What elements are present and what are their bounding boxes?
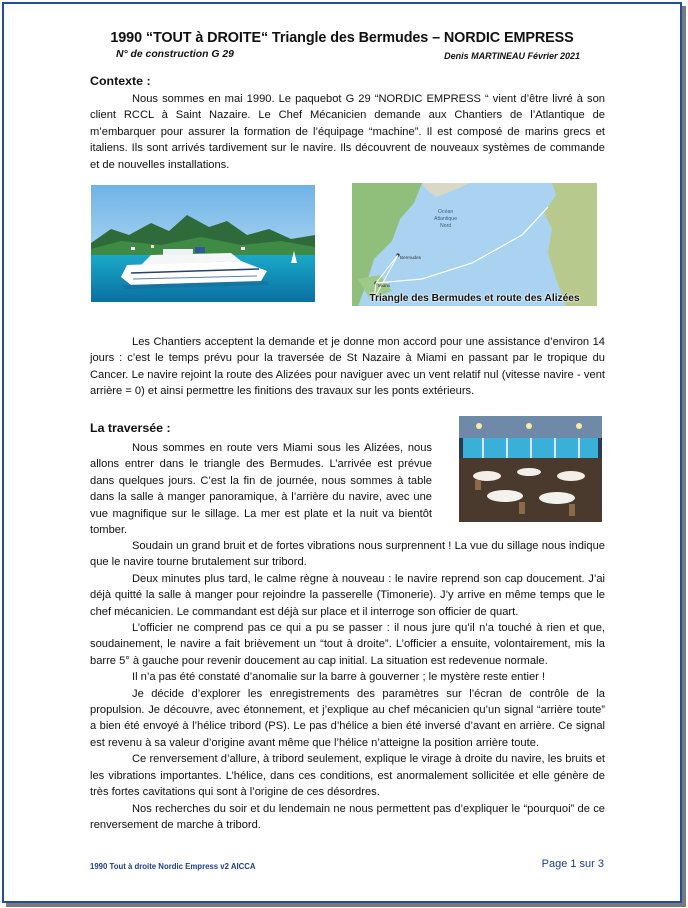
traversee-p6: Je décide d’explorer les enregistrements des paramètres sur l’écran de contrôle de la propulsion. Je découvre, avec étonnement, et j’explique au chef mécanicien qu’un signal “arrière toute” a bien été envoyé à l’hélice tribord (PS). Le pas d’hélice a bien été inversé d’avant en arrière. Ce signal est revenu à sa valeur d’origine avant même que l’hélice n’atteigne la position arrière toute. [90, 687, 605, 749]
footer-document-name: 1990 Tout à droite Nordic Empress v2 AICCA [90, 862, 256, 871]
traversee-p1: Nous sommes en route vers Miami sous les Alizées, nous allons entrer dans le triangle des Bermudes. L’arrivée est prévue dans quelques jours. C’est la fin de journée, nous sommes à table dans la salle à manger panoramique, à l’arrière du navire, avec une vue magnifique sur le sillage. La mer est plate et la nuit va bientôt tomber. [90, 442, 432, 537]
contexte-paragraph [90, 91, 605, 173]
chantiers-text: Les Chantiers acceptent la demande et je donne mon accord pour une assistance d’environ 14 jours : c’est le temps prévu pour la traversée de St Nazaire à Miami en passant par le tropique du Cancer. Le navire rejoint la route des Alizées pour naviguer avec un vent relatif nul (vitesse navire - vent arrière = 0) et ainsi permettre les finitions des travaux sur les ponts extérieurs. [90, 336, 605, 398]
map-caption: Triangle des Bermudes et route des Alizées [369, 293, 580, 304]
atlantic-route-map [352, 183, 597, 306]
traversee-p4: L’officier ne comprend pas ce qui a pu se passer : il nous jure qu’il n’a touché à rien et que, soudainement, le navire a fait brièvement un “tout à droite”. L’officier a ensuite, volontairement, mis la barre 5° à gauche pour revenir doucement au cap initial. La situation est redevenue normale. [90, 622, 605, 667]
document-page [2, 2, 682, 903]
traversee-p8: Nos recherches du soir et du lendemain ne nous permettent pas d’expliquer le “pourquoi” de ce renversement de marche à tribord. [90, 802, 605, 831]
traversee-intro [90, 440, 432, 538]
footer-page-number: Page 1 sur 3 [541, 858, 604, 870]
traversee-p7: Ce renversement d’allure, à tribord seulement, explique le virage à droite du navire, les bruits et les vibrations importantes. L’hélice, dans ces conditions, est anormalement sollicitée et elle génère de très fortes cavitations qui sont à l’origine de ces désordres. [90, 753, 605, 799]
page-title: 1990 “TOUT à DROITE“ Triangle des Bermudes – NORDIC EMPRESS [110, 30, 574, 46]
svg-text:Atlantique: Atlantique [434, 216, 458, 222]
author-date: Denis MARTINEAU Février 2021 [444, 51, 580, 61]
contexte-text: Nous sommes en mai 1990. Le paquebot G 29 “NORDIC EMPRESS “ vient d’être livré à son client RCCL à Saint Nazaire. Le Chef Mécanicien demande aux Chantiers de l’Atlantique de m’embarquer pour assurer la formation de l’équipage “machine”. Il est composé de marins grecs et italiens. Ils sont arrivés tardivement sur le navire. Ils découvrent de nouveaux systèmes de commande et de nouvelles installations. [90, 93, 605, 171]
heading-contexte: Contexte : [90, 74, 151, 88]
heading-traversee: La traversée : [90, 421, 171, 435]
svg-text:Nord: Nord [440, 223, 452, 229]
map-label-miami: Miami [378, 283, 391, 288]
cruise-ship-photo [91, 185, 315, 302]
traversee-body [90, 538, 605, 833]
construction-number: N° de construction G 29 [116, 49, 234, 60]
chantiers-paragraph [90, 334, 605, 400]
dining-room-photo [459, 416, 602, 522]
traversee-p2: Soudain un grand bruit et de fortes vibrations nous surprennent ! La vue du sillage nous indique que le navire tourne brutalement sur tribord. [90, 540, 605, 569]
traversee-p3: Deux minutes plus tard, le calme règne à nouveau : le navire reprend son cap doucement. J’ai déjà quitté la salle à manger pour rejoindre la passerelle (Timonerie). J’y arrive en même temps que le chef mécanicien. Le commandant est déjà sur place et il interroge son officier de quart. [90, 572, 605, 618]
svg-text:Océan: Océan [438, 209, 454, 215]
traversee-p5: Il n’a pas été constaté d’anomalie sur la barre à gouverner ; le mystère reste entier ! [132, 671, 546, 684]
map-label-bermudes: Bermudes [400, 255, 421, 260]
